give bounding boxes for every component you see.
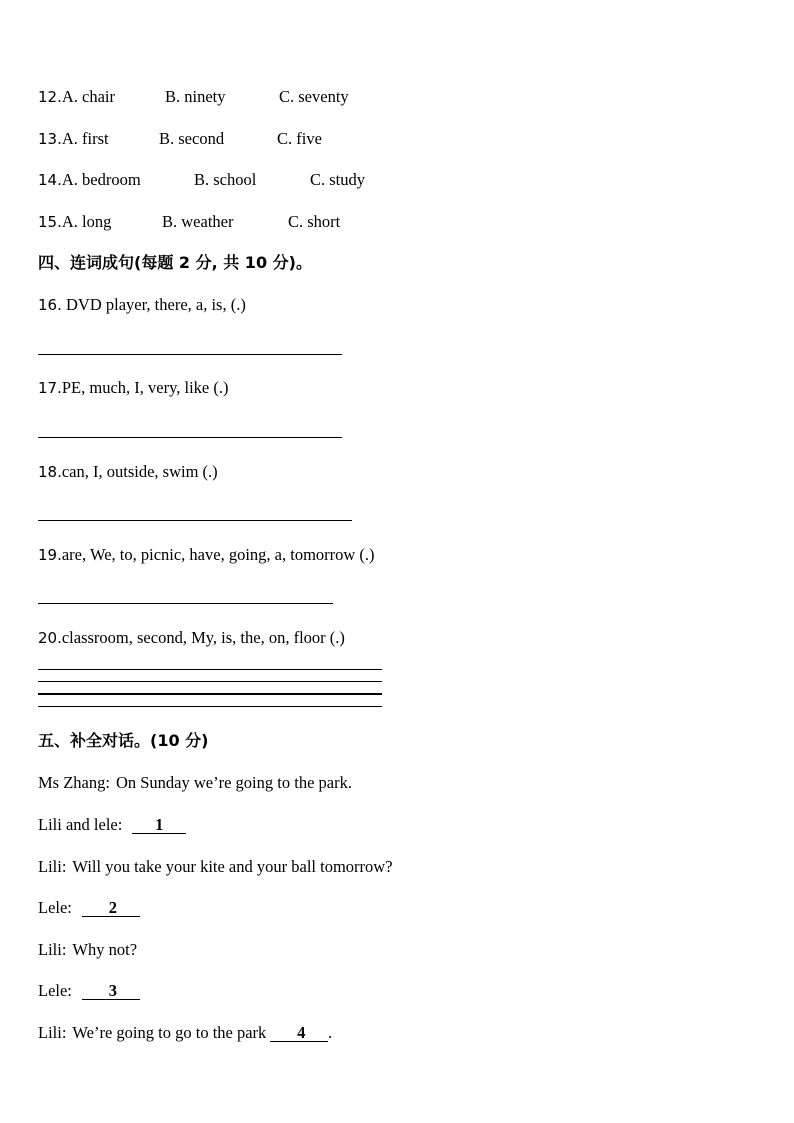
answer-line[interactable] [38, 669, 382, 670]
option-c: C. study [310, 170, 366, 189]
dialogue-line-3 [38, 857, 393, 877]
answer-line[interactable] [38, 693, 382, 695]
answer-blank-4[interactable] [270, 1023, 328, 1043]
sentence-item-17 [38, 378, 229, 398]
dialogue-line-7 [38, 1023, 332, 1043]
answer-line[interactable] [38, 681, 382, 682]
answer-line[interactable] [38, 354, 342, 355]
option-c: C. short [288, 212, 341, 231]
option-c: C. five [277, 129, 322, 148]
answer-blank-3[interactable] [82, 981, 140, 1001]
dialogue-line-6 [38, 981, 140, 1001]
answer-line[interactable] [38, 520, 352, 521]
answer-blank-1[interactable] [132, 815, 186, 835]
speaker: Lili: [38, 1023, 67, 1042]
choice-row-13 [38, 129, 322, 149]
word-list: can, I, outside, swim (.) [61, 462, 218, 481]
blank-number: 2 [108, 898, 118, 917]
answer-line[interactable] [38, 437, 342, 438]
question-number: 13. [38, 130, 62, 148]
speaker: Lili: [38, 940, 67, 959]
question-number: 20. [38, 629, 62, 647]
answer-line[interactable] [38, 603, 333, 604]
sentence-end: . [328, 1023, 333, 1042]
word-list: are, We, to, picnic, have, going, a, tomorrow (.) [61, 545, 375, 564]
option-c: C. seventy [279, 87, 349, 106]
option-b: B. second [159, 129, 225, 148]
word-list: DVD player, there, a, is, (.) [61, 295, 246, 314]
question-number: 15. [38, 213, 62, 231]
question-number: 16. [38, 296, 62, 314]
dialogue-line-5 [38, 940, 137, 960]
speaker: Lele: [38, 898, 72, 917]
option-b: B. school [194, 170, 257, 189]
question-number: 18. [38, 463, 62, 481]
dialogue-line-2 [38, 815, 186, 835]
dialogue-line-4 [38, 898, 140, 918]
blank-number: 4 [297, 1023, 306, 1042]
dialogue-text: On Sunday we’re going to the park. [115, 773, 352, 792]
sentence-item-16 [38, 295, 246, 315]
choice-row-12 [38, 87, 349, 107]
speaker: Lele: [38, 981, 72, 1000]
word-list: classroom, second, My, is, the, on, floor (.) [61, 628, 345, 647]
speaker: Lili and lele: [38, 815, 123, 834]
section-5-title: 五、补全对话。(10 分) [38, 731, 209, 750]
question-number: 19. [38, 546, 62, 564]
blank-number: 3 [108, 981, 118, 1000]
question-number: 12. [38, 88, 62, 106]
option-a: A. bedroom [61, 170, 141, 189]
answer-blank-2[interactable] [82, 898, 140, 918]
speaker: Lili: [38, 857, 67, 876]
dialogue-text: Will you take your kite and your ball tomorrow? [72, 857, 393, 876]
choice-row-15 [38, 212, 341, 232]
section-4-title: 四、连词成句(每题 2 分, 共 10 分)。 [38, 253, 312, 272]
question-number: 14. [38, 171, 62, 189]
option-a: A. first [61, 129, 109, 148]
sentence-item-18 [38, 462, 218, 482]
sentence-item-20 [38, 628, 345, 648]
dialogue-line-1 [38, 773, 352, 793]
choice-row-14 [38, 170, 366, 190]
dialogue-text: We’re going to go to the park [72, 1023, 267, 1042]
speaker: Ms Zhang: [38, 773, 110, 792]
option-a: A. long [61, 212, 112, 231]
blank-number: 1 [155, 815, 164, 834]
dialogue-text: Why not? [72, 940, 138, 959]
question-number: 17. [38, 379, 62, 397]
option-a: A. chair [61, 87, 116, 106]
answer-line[interactable] [38, 706, 382, 707]
option-b: B. ninety [165, 87, 226, 106]
sentence-item-19 [38, 545, 375, 565]
word-list: PE, much, I, very, like (.) [61, 378, 229, 397]
option-b: B. weather [162, 212, 234, 231]
